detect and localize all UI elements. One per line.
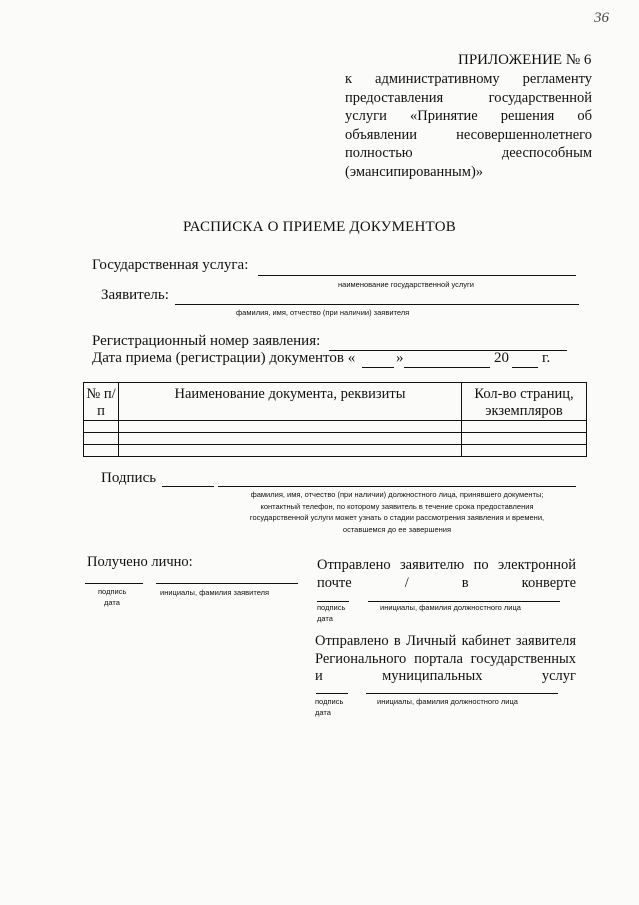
table-row (84, 445, 587, 457)
sent-email-name-field[interactable] (368, 601, 560, 602)
signature-caption-line: фамилия, имя, отчество (при наличии) должностного лица, принявшего документы; (250, 490, 544, 499)
table-cell[interactable] (84, 445, 119, 457)
date-day-field[interactable] (362, 367, 394, 368)
sent-email-text: Отправлено заявителю по электронной почте / в конверте (317, 557, 576, 591)
documents-table (83, 382, 587, 457)
table-cell[interactable] (462, 433, 587, 445)
reg-number-field[interactable] (329, 350, 567, 351)
received-date-caption: дата (104, 598, 120, 607)
sent-cabinet-sign-field[interactable] (316, 693, 348, 694)
signature-caption-line: государственной услуги может узнать о стадии рассмотрения заявления и времени, (249, 513, 545, 522)
signature-field[interactable] (162, 486, 214, 487)
sent-email-sign-field[interactable] (317, 601, 349, 602)
appendix-text (345, 70, 592, 181)
applicant-field[interactable] (175, 304, 579, 305)
appendix-line: (эмансипированным)» (345, 163, 484, 180)
date-year-suffix: г. (542, 350, 551, 366)
column-header-pages: Кол-во страниц, экземпляров (462, 383, 587, 421)
appendix-line: объявлении несовершеннолетнего (345, 126, 592, 143)
sent-cabinet-sign-caption: подпись (315, 697, 344, 706)
column-header-number: № п/п (84, 383, 119, 421)
appendix-line: полностью дееспособным (345, 145, 592, 161)
signature-caption-line: оставшемся до ее завершения (342, 524, 452, 534)
date-quote-close: » (396, 350, 404, 366)
table-cell[interactable] (84, 433, 119, 445)
service-label: Государственная услуга: (92, 257, 249, 273)
table-cell[interactable] (119, 445, 462, 457)
sent-cabinet-date-caption: дата (315, 708, 331, 717)
table-cell[interactable] (462, 445, 587, 457)
table-cell[interactable] (119, 433, 462, 445)
appendix-line: предоставления государственной (345, 89, 592, 106)
table-row (84, 421, 587, 433)
date-year-prefix: 20 (494, 350, 509, 366)
table-row (84, 433, 587, 445)
table-cell[interactable] (84, 421, 119, 433)
appendix-line: к административному регламенту (345, 71, 592, 87)
applicant-label: Заявитель: (101, 287, 169, 303)
appendix-line: услуги «Принятие решения об (345, 108, 592, 124)
sent-email-sign-caption: подпись (317, 603, 346, 612)
signer-name-field[interactable] (218, 486, 576, 487)
reg-number-label: Регистрационный номер заявления: (92, 333, 321, 349)
table-cell[interactable] (462, 421, 587, 433)
table-cell[interactable] (119, 421, 462, 433)
signature-caption-line: контактный телефон, по которому заявитель в течение срока предоставления (260, 501, 534, 511)
received-name-caption: инициалы, фамилия заявителя (160, 588, 270, 597)
signature-label: Подпись (101, 470, 157, 486)
sent-cabinet-name-caption: инициалы, фамилия должностного лица (377, 697, 518, 706)
received-sign-caption: подпись (98, 587, 127, 596)
date-month-field[interactable] (404, 367, 490, 368)
page-number: 36 (594, 10, 609, 26)
service-field[interactable] (258, 275, 576, 276)
date-year-field[interactable] (512, 367, 538, 368)
received-name-field[interactable] (156, 583, 298, 584)
sent-email-date-caption: дата (317, 614, 333, 623)
sent-email-name-caption: инициалы, фамилия должностного лица (380, 603, 521, 612)
appendix-title: ПРИЛОЖЕНИЕ № 6 (458, 52, 592, 68)
sent-cabinet-text: Отправлено в Личный кабинет заявителя Регионального портала государственных и муниципальных услуг (315, 633, 576, 684)
received-label: Получено лично: (87, 554, 193, 570)
received-sign-field[interactable] (85, 583, 143, 584)
document-title: РАСПИСКА О ПРИЕМЕ ДОКУМЕНТОВ (183, 219, 456, 235)
column-header-document: Наименование документа, реквизиты (119, 383, 462, 421)
signature-caption (218, 489, 576, 535)
sent-cabinet-name-field[interactable] (366, 693, 558, 694)
service-caption: наименование государственной услуги (338, 280, 474, 289)
applicant-caption: фамилия, имя, отчество (при наличии) заявителя (236, 308, 410, 317)
date-label: Дата приема (регистрации) документов « (92, 350, 356, 366)
